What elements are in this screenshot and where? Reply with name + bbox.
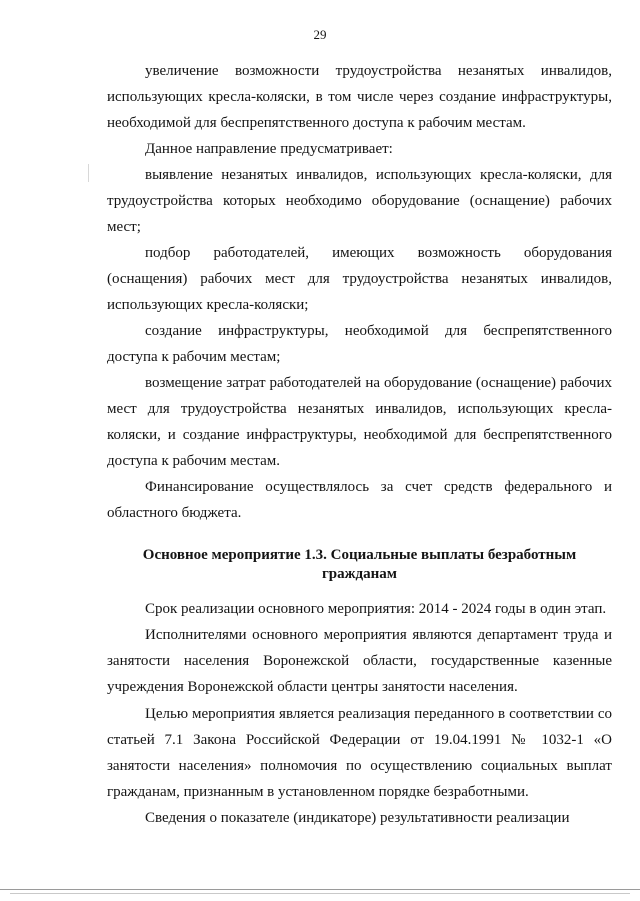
paragraph-3: выявление незанятых инвалидов, использующих кресла-коляски, для трудоустройства которых необходимо оборудование (оснащение) рабочих мест; xyxy=(107,167,612,235)
paragraph-10: Целью мероприятия является реализация переданного в соответствии со статьей 7.1 Закона Российской Федерации от 19.04.1991 № 1032-1 «О занятости населения» полномочия по осуществлению социальных выплат гражданам, признанным в установленном порядке безработными. xyxy=(107,706,612,800)
paragraph-11: Сведения о показателе (индикаторе) результативности реализации xyxy=(145,810,570,826)
scan-bottom-edge xyxy=(0,889,640,890)
paragraph-9: Исполнителями основного мероприятия являются департамент труда и занятости населения Воронежской области, государственные казенные учреждения Воронежской области центры занятости населения. xyxy=(107,627,612,695)
paragraph-5: создание инфраструктуры, необходимой для беспрепятственного доступа к рабочим местам; xyxy=(107,323,612,365)
paragraph-4: подбор работодателей, имеющих возможность оборудования (оснащения) рабочих мест для трудоустройства незанятых инвалидов, использующих кресла-коляски; xyxy=(107,245,612,313)
page-number: 29 xyxy=(313,27,327,42)
scan-bottom-edge-secondary xyxy=(10,893,630,894)
scan-margin-mark xyxy=(88,164,89,182)
paragraph-2: Данное направление предусматривает: xyxy=(145,141,393,157)
paragraph-6: возмещение затрат работодателей на оборудование (оснащение) рабочих мест для трудоустройства незанятых инвалидов, использующих кресла-коляски, и создание инфраструктуры, необходимой для беспрепятственного доступа к рабочим местам. xyxy=(107,375,612,469)
paragraph-7: Финансирование осуществлялось за счет средств федерального и областного бюджета. xyxy=(107,479,612,521)
paragraph-1: увеличение возможности трудоустройства незанятых инвалидов, использующих кресла-коляски, в том числе через создание инфраструктуры, необходимой для беспрепятственного доступа к рабочим местам. xyxy=(107,63,612,131)
paragraph-8: Срок реализации основного мероприятия: 2014 - 2024 годы в один этап. xyxy=(145,601,607,617)
section-heading: Основное мероприятие 1.3. Социальные выплаты безработным гражданам xyxy=(142,547,577,582)
